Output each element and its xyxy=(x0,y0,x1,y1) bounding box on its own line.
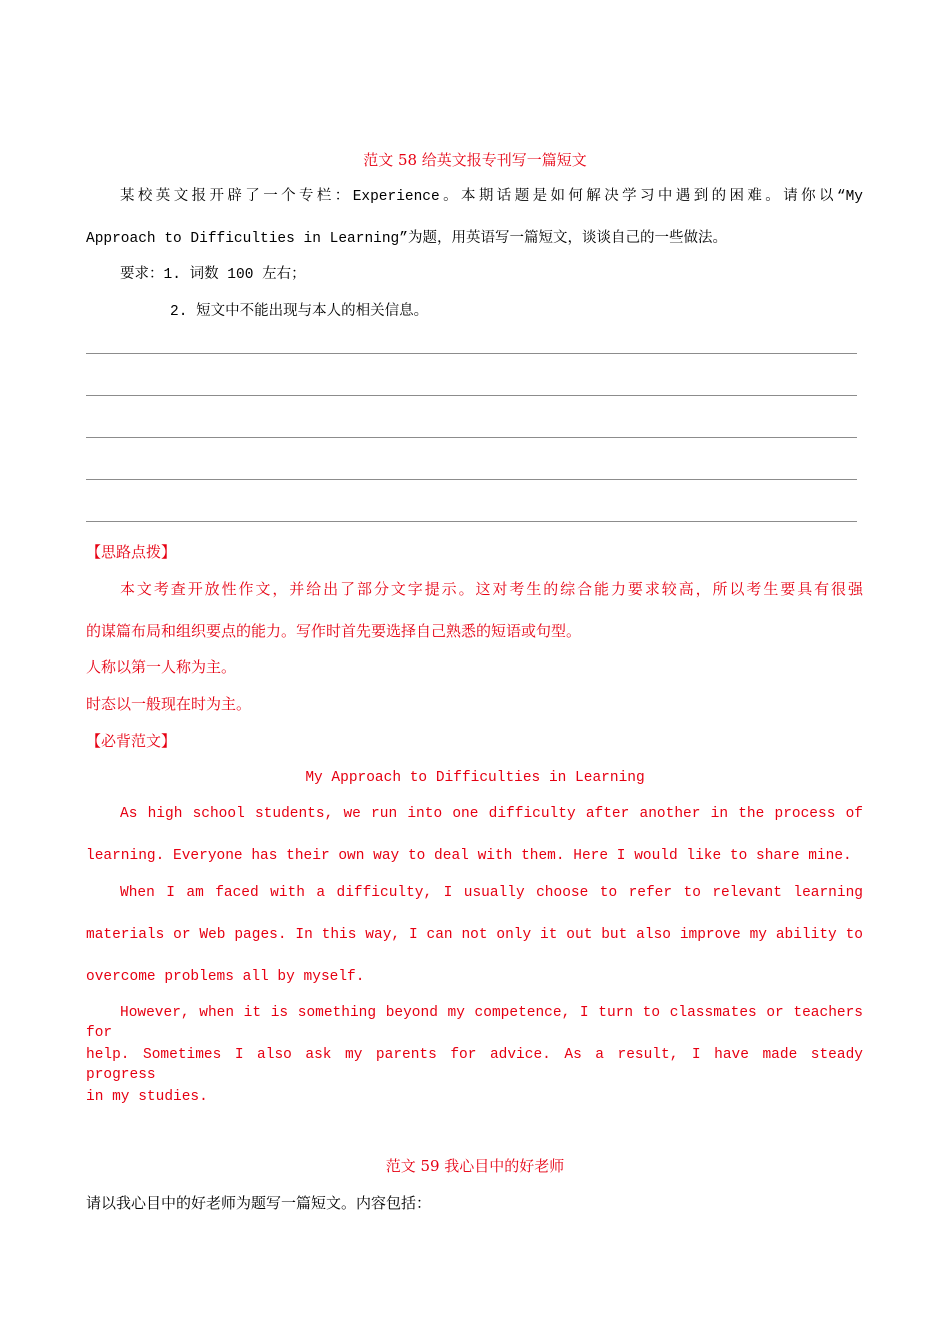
answer-line xyxy=(86,437,857,438)
model-p1-line1: As high school students, we run into one difficulty after another in the process of xyxy=(120,806,863,822)
essay58-prompt-line1: 某校英文报开辟了一个专栏：Experience。本期话题是如何解决学习中遇到的困难。请你以“My xyxy=(120,189,863,205)
model-heading: 【必背范文】 xyxy=(86,732,177,750)
tips-line1: 本文考查开放性作文，并给出了部分文字提示。这对考生的综合能力要求较高，所以考生要具有很强 xyxy=(120,580,863,598)
tips-heading: 【思路点拨】 xyxy=(86,543,177,561)
tips-line3: 人称以第一人称为主。 xyxy=(86,658,237,676)
model-p3-line3: in my studies. xyxy=(86,1089,208,1105)
model-p3-line1: However, when it is something beyond my competence, I turn to classmates or teachers for xyxy=(86,1005,863,1041)
essay58-requirement-1: 要求：1. 词数 100 左右； xyxy=(120,267,306,283)
model-p3-line2: help. Sometimes I also ask my parents for advice. As a result, I have made steady progress xyxy=(86,1047,863,1083)
model-p2-line2: materials or Web pages. In this way, I can not only it out but also improve my ability to xyxy=(86,927,863,943)
tips-line4: 时态以一般现在时为主。 xyxy=(86,695,252,713)
essay58-title: 范文 58 给英文报专刊写一篇短文 xyxy=(363,151,587,169)
answer-line xyxy=(86,395,857,396)
essay58-requirement-2: 2. 短文中不能出现与本人的相关信息。 xyxy=(170,304,429,320)
answer-line xyxy=(86,353,857,354)
tips-line2: 的谋篇布局和组织要点的能力。写作时首先要选择自己熟悉的短语或句型。 xyxy=(86,622,582,640)
answer-line xyxy=(86,521,857,522)
essay59-prompt: 请以我心目中的好老师为题写一篇短文。内容包括： xyxy=(86,1194,432,1212)
model-essay-title: My Approach to Difficulties in Learning xyxy=(305,770,645,786)
essay59-title: 范文 59 我心目中的好老师 xyxy=(385,1157,565,1175)
answer-line xyxy=(86,479,857,480)
essay58-prompt-line2: Approach to Difficulties in Learning”为题，用英语写一篇短文，谈谈自己的一些做法。 xyxy=(86,231,727,247)
model-p2-line1: When I am faced with a difficulty, I usually choose to refer to relevant learning xyxy=(120,885,863,901)
model-p1-line2: learning. Everyone has their own way to deal with them. Here I would like to share mine. xyxy=(86,848,852,864)
model-p2-line3: overcome problems all by myself. xyxy=(86,969,365,985)
